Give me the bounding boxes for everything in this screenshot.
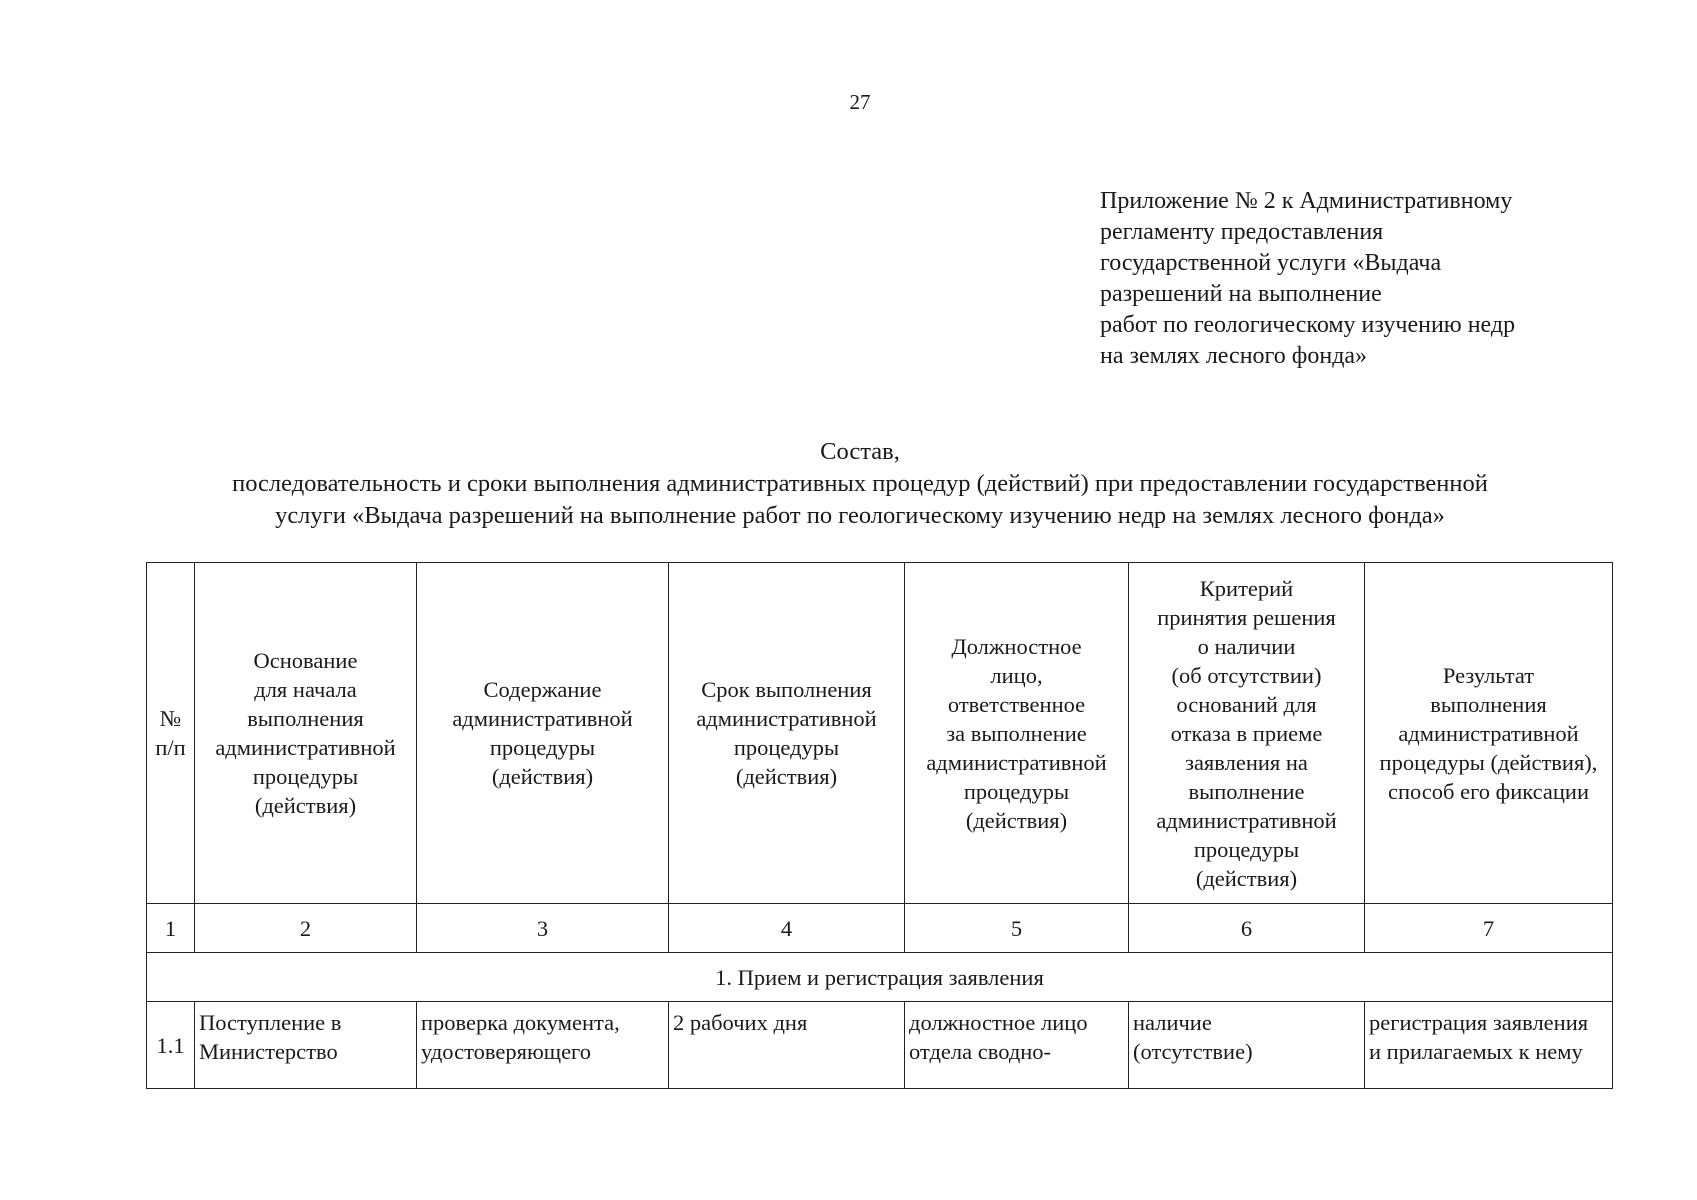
document-title bbox=[140, 436, 1580, 532]
header-basis: Основание для начала выполнения административной процедуры (действия) bbox=[195, 563, 417, 904]
column-number: 6 bbox=[1129, 904, 1365, 953]
table-header-row bbox=[147, 563, 1613, 904]
row-number: 1.1 bbox=[147, 1002, 195, 1089]
appendix-line: работ по геологическому изучению недр bbox=[1100, 312, 1516, 338]
column-number: 7 bbox=[1365, 904, 1613, 953]
table-row bbox=[147, 1002, 1613, 1089]
column-number: 5 bbox=[905, 904, 1129, 953]
header-official: Должностное лицо, ответственное за выполнение административной процедуры (действия) bbox=[905, 563, 1129, 904]
column-number: 4 bbox=[669, 904, 905, 953]
row-basis: Поступление в Министерство bbox=[195, 1002, 417, 1089]
title-line: услуги «Выдача разрешений на выполнение работ по геологическому изучению недр на землях лесного фонда» bbox=[275, 502, 1445, 529]
appendix-line: разрешений на выполнение bbox=[1100, 281, 1382, 307]
appendix-line: регламенту предоставления bbox=[1100, 219, 1384, 245]
row-content: проверка документа, удостоверяющего bbox=[417, 1002, 669, 1089]
section-title: 1. Прием и регистрация заявления bbox=[147, 953, 1613, 1002]
row-criterion: наличие (отсутствие) bbox=[1129, 1002, 1365, 1089]
header-number: № п/п bbox=[147, 563, 195, 904]
row-result: регистрация заявления и прилагаемых к нему bbox=[1365, 1002, 1613, 1089]
row-deadline: 2 рабочих дня bbox=[669, 1002, 905, 1089]
header-criterion: Критерий принятия решения о наличии (об отсутствии) оснований для отказа в приеме заявления на выполнение административной процедуры (действия) bbox=[1129, 563, 1365, 904]
column-number: 2 bbox=[195, 904, 417, 953]
appendix-note bbox=[1100, 186, 1660, 372]
appendix-line: на землях лесного фонда» bbox=[1100, 343, 1368, 369]
header-content: Содержание административной процедуры (действия) bbox=[417, 563, 669, 904]
title-line: последовательность и сроки выполнения административных процедур (действий) при предоставлении государственной bbox=[232, 470, 1488, 497]
column-number: 3 bbox=[417, 904, 669, 953]
column-number: 1 bbox=[147, 904, 195, 953]
appendix-line: государственной услуги «Выдача bbox=[1100, 250, 1442, 276]
title-line: Состав, bbox=[820, 438, 900, 465]
row-official: должностное лицо отдела сводно- bbox=[905, 1002, 1129, 1089]
page-number: 27 bbox=[849, 90, 871, 114]
procedures-table bbox=[146, 562, 1613, 1089]
header-result: Результат выполнения административной процедуры (действия), способ его фиксации bbox=[1365, 563, 1613, 904]
column-numbers-row bbox=[147, 904, 1613, 953]
header-deadline: Срок выполнения административной процедуры (действия) bbox=[669, 563, 905, 904]
appendix-line: Приложение № 2 к Административному bbox=[1100, 188, 1513, 214]
section-row bbox=[147, 953, 1613, 1002]
